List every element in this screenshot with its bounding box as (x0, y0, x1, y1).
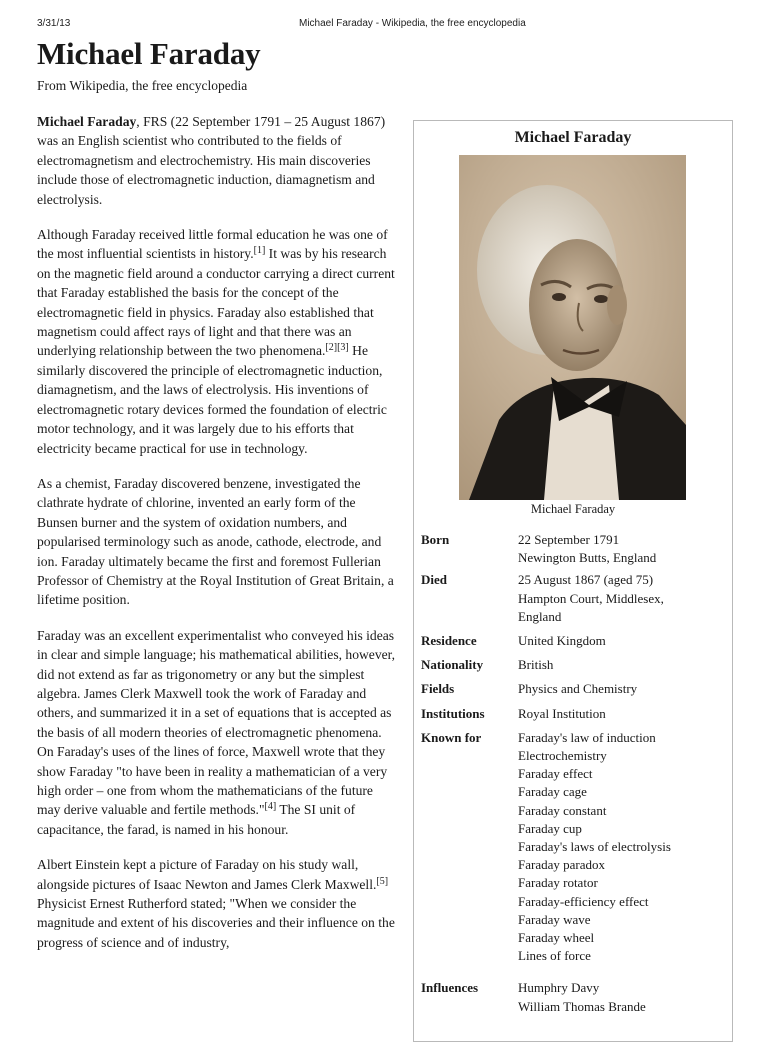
row-value[interactable]: Physics and Chemistry (518, 681, 638, 697)
citation-link[interactable]: [1] (253, 245, 266, 257)
paragraph-text: The SI unit of capacitance, the farad, is named in his honour. (37, 802, 356, 837)
influence-item[interactable]: Humphry Davy (518, 980, 600, 996)
row-label: Known for (421, 729, 482, 745)
influence-item[interactable]: William Thomas Brande (518, 998, 646, 1014)
paragraph-text: Faraday was an excellent experimentalist who conveyed his ideas in clear and simple language; his mathematical abilities, however, did not extend as far as trigonometry or any but the simplest algebra. James Clerk Maxwell took the work of Faraday and others, and summarized it in a set of equations that is accepted as the basis of all modern theories of electromagnetic phenomena. On Faraday's uses of the lines of force, Maxwell wrote that they show Faraday "to have been in reality a mathematician of a very high order – one from whom the mathematicians of the future may derive valuable and fertile methods." (37, 627, 396, 818)
paragraph-text: Physicist Ernest Rutherford stated; "When we consider the magnitude and extent of his discoveries and their influence on the progress of science and of industry, (37, 896, 395, 950)
portrait-image[interactable] (459, 155, 686, 500)
infobox-row-influences (421, 979, 727, 1015)
paragraph-text: Although Faraday received little formal education he was one of the most influential scientists in history. (37, 227, 388, 262)
paragraph-text: , FRS (22 September 1791 – 25 August 1867) was an English scientist who contributed to the fields of electromagnetism and electrochemistry. His main discoveries include those of electromagnetic induction, diamagnetism and electrolysis. (37, 114, 386, 207)
infobox (413, 120, 733, 1042)
infobox-row-residence (421, 632, 727, 650)
row-label: Fields (421, 681, 455, 697)
paragraph-education (37, 225, 399, 458)
paragraph-chemist: As a chemist, Faraday discovered benzene, investigated the clathrate hydrate of chlorine, invented an early form of the Bunsen burner and the system of oxidation numbers, and popularised terminology such as anode, cathode, electrode, and ion. Faraday ultimately became the first and foremost Fullerian Professor of Chemistry at the Royal Institution of Great Britain, a lifetime position. (37, 475, 394, 608)
row-label: Died (421, 572, 447, 588)
known-for-item[interactable]: Faraday paradox (518, 857, 605, 873)
paragraph-text: Albert Einstein kept a picture of Faraday on his study wall, alongside pictures of Isaac Newton and James Clerk Maxwell. (37, 857, 377, 892)
row-value (518, 979, 727, 1015)
paragraph-einstein (37, 855, 399, 952)
page-subtitle: From Wikipedia, the free encyclopedia (37, 78, 248, 93)
row-value (518, 531, 727, 567)
known-for-item[interactable]: Faraday cup (518, 820, 582, 836)
paragraph-intro (37, 112, 399, 209)
known-for-item[interactable]: Faraday cage (518, 784, 587, 800)
print-page-title: Michael Faraday - Wikipedia, the free encyclopedia (299, 18, 526, 29)
infobox-row-born (421, 531, 727, 567)
known-for-item[interactable]: Lines of force (518, 948, 591, 964)
print-header (37, 18, 731, 32)
print-date: 3/31/13 (37, 18, 71, 29)
paragraph-text: It was by his research on the magnetic field around a conductor carrying a direct current that Faraday established the basis for the concept of the electromagnetic field in physics. Faraday also established that magnetism could affect rays of light and that there was an underlying relationship between the two phenomena. (37, 246, 395, 359)
infobox-row-died (421, 571, 727, 626)
row-value[interactable]: Royal Institution (518, 705, 606, 721)
known-for-item[interactable]: Faraday constant (518, 802, 607, 818)
subject-name: Michael Faraday (37, 114, 137, 129)
died-date[interactable]: 25 August 1867 (aged 75) (518, 572, 654, 588)
born-place[interactable]: Newington Butts, England (518, 550, 657, 566)
known-for-item[interactable]: Faraday rotator (518, 875, 598, 891)
row-value[interactable]: United Kingdom (518, 633, 606, 649)
infobox-title: Michael Faraday (514, 129, 632, 146)
row-value (518, 571, 727, 626)
citation-link[interactable]: [4] (264, 801, 277, 813)
paragraph-text: He similarly discovered the principle of electromagnetic induction, diamagnetism, and the laws of electrolysis. His inventions of electromagnetic rotary devices formed the foundation of electric motor technology, and it was largely due to his efforts that electricity became practical for use in technology. (37, 343, 387, 456)
row-label: Influences (421, 980, 479, 996)
citation-link[interactable]: [5] (376, 875, 389, 887)
known-for-item[interactable]: Faraday's laws of electrolysis (518, 839, 671, 855)
row-label: Residence (421, 633, 477, 649)
died-country[interactable]: England (518, 608, 562, 624)
known-for-item[interactable]: Faraday effect (518, 766, 593, 782)
died-place[interactable]: Hampton Court, Middlesex, (518, 590, 664, 606)
born-date[interactable]: 22 September 1791 (518, 532, 620, 547)
page-title: Michael Faraday (37, 36, 261, 71)
infobox-row-known-for (421, 729, 727, 966)
known-for-item[interactable]: Faraday-efficiency effect (518, 893, 649, 909)
infobox-row-institutions (421, 705, 727, 723)
infobox-row-nationality (421, 656, 727, 674)
known-for-item[interactable]: Faraday wheel (518, 930, 595, 946)
article-body (37, 112, 399, 968)
known-for-item[interactable]: Electrochemistry (518, 748, 607, 764)
paragraph-experimentalist (37, 626, 399, 839)
row-label: Institutions (421, 705, 485, 721)
row-label: Nationality (421, 657, 484, 673)
infobox-rows (421, 531, 727, 1020)
row-value: British (518, 657, 554, 673)
portrait-photo (459, 155, 686, 500)
row-label: Born (421, 532, 450, 547)
infobox-row-fields (421, 680, 727, 698)
citation-link[interactable]: [2][3] (325, 342, 349, 354)
known-for-item[interactable]: Faraday wave (518, 911, 591, 927)
row-value (518, 729, 727, 966)
known-for-item[interactable]: Faraday's law of induction (518, 729, 656, 745)
portrait-caption: Michael Faraday (530, 502, 616, 516)
